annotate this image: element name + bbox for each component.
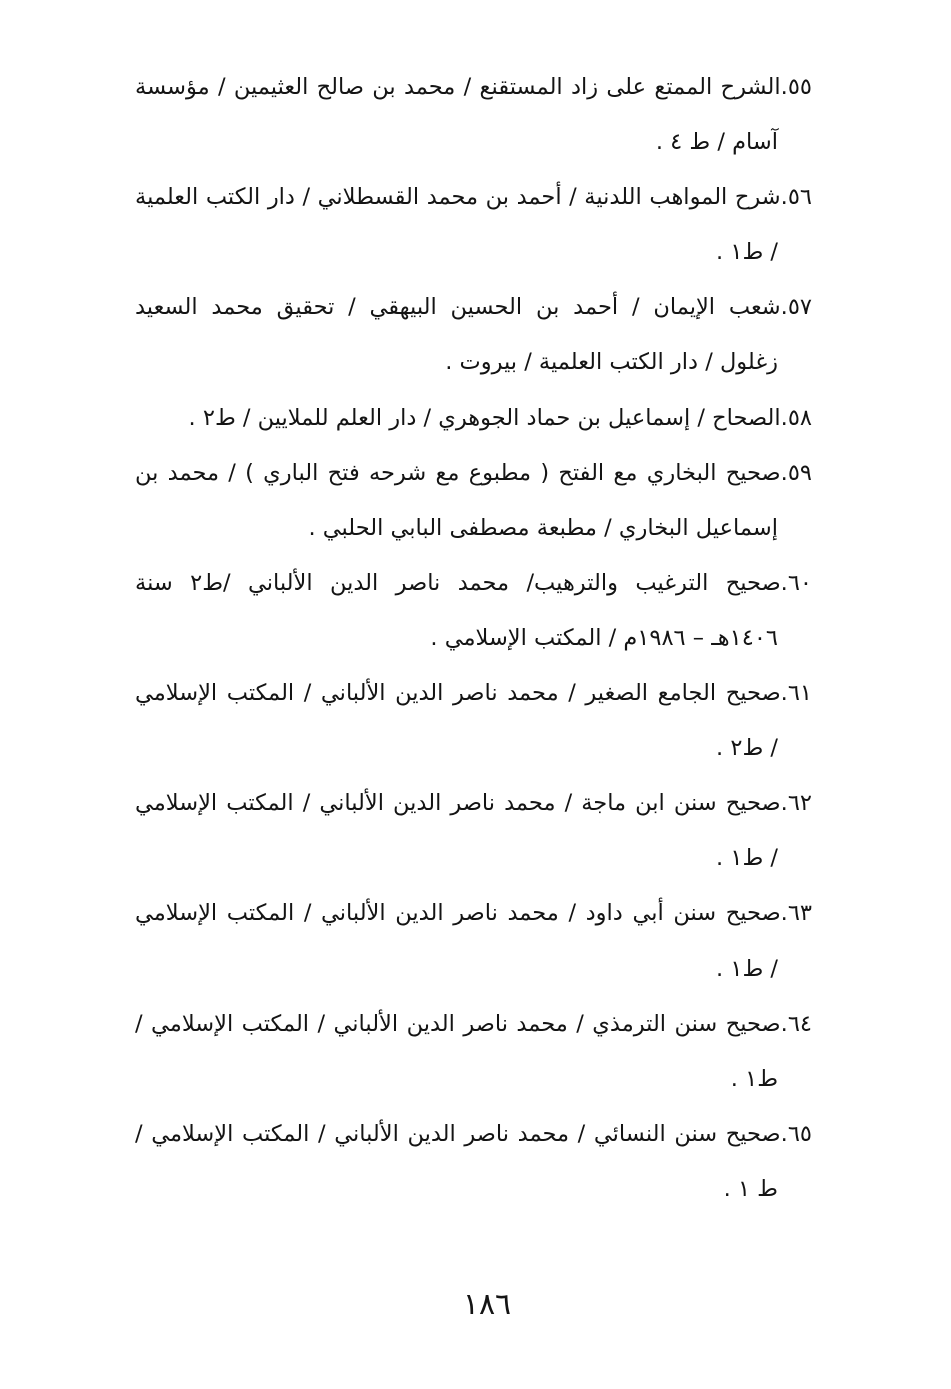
reference-number: ٦٤.	[780, 1010, 812, 1037]
reference-number: ٦٠.	[780, 569, 812, 596]
reference-text: صحيح سنن الترمذي / محمد ناصر الدين الألباني / المكتب الإسلامي /	[135, 1010, 781, 1037]
reference-entry	[135, 446, 812, 556]
reference-list	[135, 60, 812, 1217]
reference-first-line	[135, 666, 812, 721]
reference-continuation-line: زغلول / دار الكتب العلمية / بيروت .	[445, 349, 778, 376]
reference-text: صحيح الترغيب والترهيب/ محمد ناصر الدين الألباني /ط٢ سنة	[135, 569, 781, 596]
reference-continuation-line: آسام / ط ٤ .	[655, 129, 778, 156]
reference-continuation-line: / ط١ .	[716, 239, 778, 266]
reference-number: ٥٧.	[780, 294, 812, 321]
page-number: ١٨٦	[462, 1287, 512, 1322]
reference-first-line	[135, 556, 812, 611]
reference-text: صحيح الجامع الصغير / محمد ناصر الدين الألباني / المكتب الإسلامي	[135, 680, 781, 707]
reference-text: شرح المواهب اللدنية / أحمد بن محمد القسطلاني / دار الكتب العلمية	[135, 184, 781, 211]
reference-continuation-line: / ط١ .	[716, 845, 778, 872]
reference-first-line	[135, 776, 812, 831]
reference-number: ٥٦.	[780, 184, 812, 211]
reference-continuation-line: ط ١ .	[723, 1175, 778, 1202]
reference-text: صحيح سنن ابن ماجة / محمد ناصر الدين الألباني / المكتب الإسلامي	[135, 790, 781, 817]
reference-text: صحيح سنن النسائي / محمد ناصر الدين الألباني / المكتب الإسلامي /	[135, 1120, 781, 1147]
reference-number: ٥٨.	[780, 404, 812, 431]
reference-text: صحيح سنن أبي داود / محمد ناصر الدين الألباني / المكتب الإسلامي	[135, 900, 781, 927]
reference-continuation-line: ١٤٠٦هـ – ١٩٨٦م / المكتب الإسلامي .	[430, 624, 778, 651]
reference-entry	[135, 666, 812, 776]
reference-first-line	[135, 280, 812, 335]
reference-first-line	[135, 997, 812, 1052]
reference-continuation-line: / ط٢ .	[716, 735, 778, 762]
reference-entry	[135, 170, 812, 280]
reference-number: ٦٣.	[780, 900, 812, 927]
reference-continuation-line: ط١ .	[730, 1065, 778, 1092]
reference-entry	[135, 391, 812, 446]
reference-continuation-line: / ط١ .	[716, 955, 778, 982]
reference-text: صحيح البخاري مع الفتح ( مطبوع مع شرحه فتح الباري ) / محمد بن	[135, 459, 781, 486]
reference-entry	[135, 60, 812, 170]
reference-number: ٥٩.	[780, 459, 812, 486]
reference-entry	[135, 776, 812, 886]
reference-number: ٦١.	[780, 680, 812, 707]
reference-entry	[135, 280, 812, 390]
reference-first-line	[135, 60, 812, 115]
reference-first-line	[135, 886, 812, 941]
reference-number: ٥٥.	[780, 74, 812, 100]
reference-first-line	[135, 446, 812, 501]
reference-entry	[135, 1107, 812, 1217]
reference-first-line	[135, 170, 812, 225]
reference-number: ٦٢.	[780, 790, 812, 817]
reference-first-line	[135, 391, 812, 446]
reference-entry	[135, 886, 812, 996]
reference-continuation-line: إسماعيل البخاري / مطبعة مصطفى البابي الحلبي .	[308, 514, 778, 541]
reference-text: الصحاح / إسماعيل بن حماد الجوهري / دار العلم للملايين / ط٢ .	[188, 404, 781, 431]
reference-entry	[135, 997, 812, 1107]
reference-number: ٦٥.	[780, 1120, 812, 1147]
reference-text: الشرح الممتع على زاد المستقنع / محمد بن صالح العثيمين / مؤسسة	[135, 74, 781, 100]
reference-entry	[135, 556, 812, 666]
reference-text: شعب الإيمان / أحمد بن الحسين البيهقي / تحقيق محمد السعيد	[135, 294, 781, 321]
reference-first-line	[135, 1107, 812, 1162]
